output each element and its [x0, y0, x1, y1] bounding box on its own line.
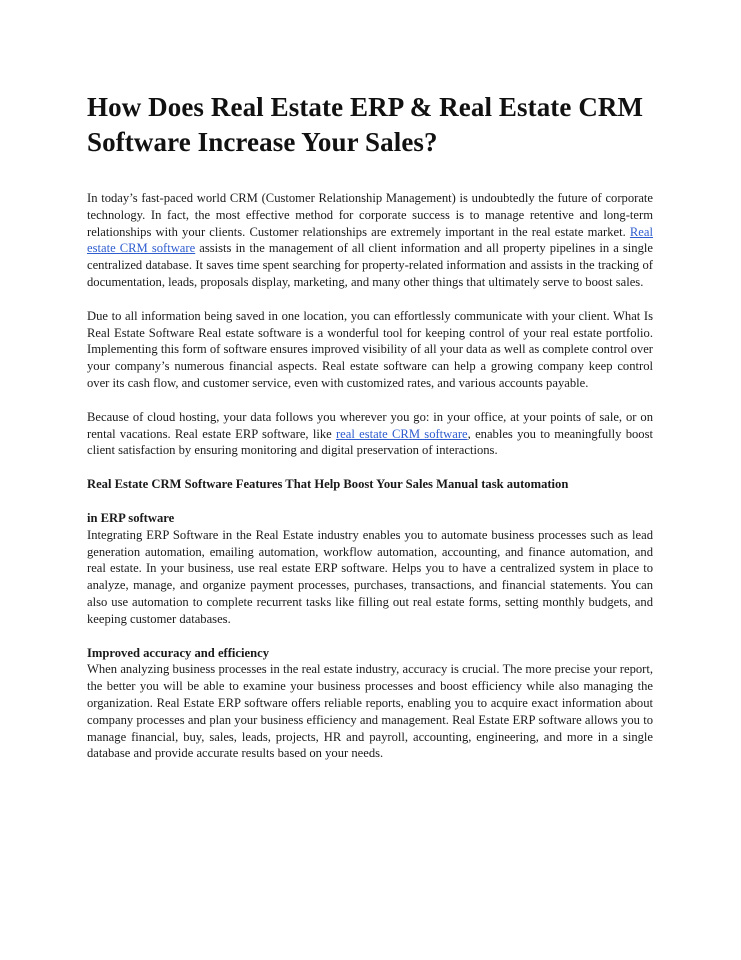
document-page [87, 90, 653, 779]
features-heading: Real Estate CRM Software Features That Help Boost Your Sales Manual task automation [87, 477, 569, 492]
paragraph-intro [87, 190, 653, 291]
section-accuracy [87, 645, 653, 763]
crm-software-link[interactable]: Real estate CRM software [87, 224, 653, 256]
section-task-automation [87, 510, 653, 628]
section-accuracy-text: When analyzing business processes in the real estate industry, accuracy is crucial. The more precise your report, the better you will be able to examine your business processes and boost efficiency while also managing the organization. Real Estate ERP software offers reliable reports, enabling you to acquire exact information about company processes and plan your business efficiency and management. Real Estate ERP software allows you to manage financial, buy, sales, leads, projects, HR and payroll, accounting, engineering, and more in a single database and provide accurate results based on your needs. [87, 662, 653, 761]
section-task-automation-text: Integrating ERP Software in the Real Estate industry enables you to automate business processes such as lead generation automation, emailing automation, workflow automation, accounting, and finance automation, and real estate. In your business, use real estate ERP software. Helps you to have a centralized system in place to analyze, manage, and organize payment processes, purchases, transactions, and financial statements. You can also use automation to complete recurrent tasks like filling out real estate forms, setting monthly budgets, and keeping customer databases. [87, 527, 653, 626]
page-title: How Does Real Estate ERP & Real Estate CRM Software Increase Your Sales? [87, 92, 644, 157]
paragraph-cloud-text-2: , enables you to meaningfully boost client satisfaction by ensuring monitoring and digital preservation of interactions. [87, 426, 653, 458]
paragraph-communication: Due to all information being saved in one location, you can effortlessly communicate with your client. What Is Real Estate Software Real estate software is a wonderful tool for keeping control of your real estate portfolio. Implementing this form of software ensures improved visibility of all your data as well as complete control over your company’s numerous financial aspects. Real estate software can help a growing company keep control over its cash flow, and customer service, even with customized rates, and various accounts payable. [87, 308, 653, 390]
paragraph-cloud-text-1: Because of cloud hosting, your data follows you wherever you go: in your office, at your points of sale, or on rental vacations. Real estate ERP software, like [87, 409, 653, 441]
paragraph-intro-text-2: assists in the management of all client information and all property pipelines in a single centralized database. It saves time spent searching for property-related information and assists in the tracking of documentation, leads, proposals display, marketing, and many other things that ultimately serve to boost sales. [87, 241, 653, 289]
paragraph-intro-text-1: In today’s fast-paced world CRM (Customer Relationship Management) is undoubtedly the future of corporate technology. In fact, the most effective method for corporate success is to manage retentive and long-term relationships with your clients. Customer relationships are extremely important in the real estate market. [87, 191, 653, 239]
crm-software-link-2[interactable]: real estate CRM software [335, 426, 468, 441]
paragraph-cloud-hosting [87, 409, 653, 459]
section-accuracy-heading: Improved accuracy and efficiency [87, 645, 269, 660]
section-task-automation-heading: in ERP software [87, 510, 175, 525]
article-body [87, 190, 653, 762]
